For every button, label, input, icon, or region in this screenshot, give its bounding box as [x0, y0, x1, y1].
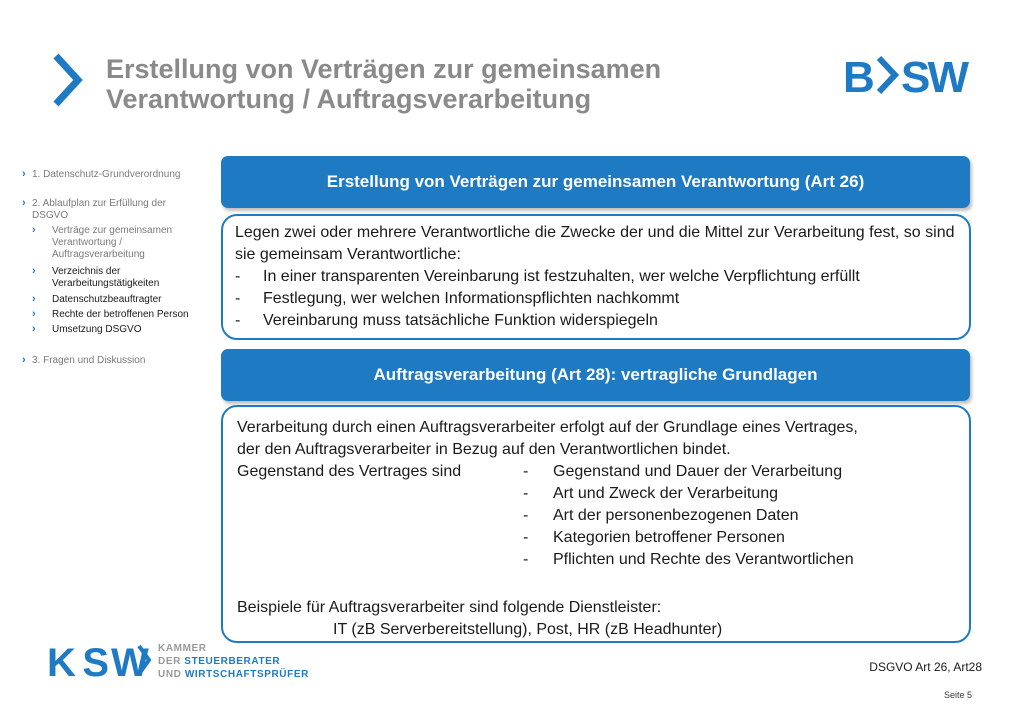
section2-examples: IT (zB Serverbereitstellung), Post, HR (zB Headhunter): [333, 621, 723, 638]
section2-subject-list: [523, 461, 854, 571]
list-item: - Festlegung, wer welchen Informationspflichten nachkommt: [235, 290, 680, 307]
sidebar-item-datenschutz[interactable]: › 1. Datenschutz-Grundverordnung: [22, 168, 181, 180]
section2-heading: Auftragsverarbeitung (Art 28): vertragliche Grundlagen: [221, 349, 970, 401]
section2-line3-label: Gegenstand des Vertrages sind: [237, 463, 462, 480]
chevron-right-icon: ›: [32, 293, 36, 305]
section2-examples-intro: Beispiele für Auftragsverarbeiter sind folgende Dienstleister:: [237, 599, 662, 616]
list-item: - In einer transparenten Vereinbarung ist festzuhalten, wer welche Verpflichtung erfüllt: [235, 268, 860, 285]
page-title: Erstellung von Verträgen zur gemeinsamen Verantwortung / Auftragsverarbeitung: [106, 54, 662, 114]
sidebar-item-rechte[interactable]: › Rechte der betroffenen Person: [32, 308, 189, 320]
list-item: - Gegenstand und Dauer der Verarbeitung: [523, 463, 843, 480]
svg-text:KS: KS: [47, 641, 109, 680]
bsw-logo: [843, 52, 971, 98]
section1-heading: Erstellung von Verträgen zur gemeinsamen Verantwortung (Art 26): [221, 156, 970, 208]
section2-content: [221, 405, 971, 643]
list-item: - Art und Zweck der Verarbeitung: [523, 485, 779, 502]
reference-note: DSGVO Art 26, Art28: [869, 660, 982, 674]
ksw-wordmark: KAMMER DER STEUERBERATER UND WIRTSCHAFTSPRÜFER: [158, 643, 309, 680]
chevron-right-icon: ›: [22, 168, 26, 180]
svg-text:W: W: [111, 641, 149, 680]
chevron-right-icon: ›: [22, 354, 26, 366]
list-item: - Vereinbarung muss tatsächliche Funktion widerspiegeln: [235, 312, 658, 329]
list-item: - Kategorien betroffener Personen: [523, 529, 785, 546]
page-number: Seite 5: [943, 690, 972, 700]
sidebar-item-umsetzung[interactable]: › Umsetzung DSGVO: [32, 323, 142, 335]
sidebar-item-vertraege[interactable]: › Verträge zur gemeinsamen Verantwortung / Auftragsverarbeitung: [32, 224, 173, 260]
chevron-right-icon: ›: [32, 308, 36, 320]
title-chevron-icon: [48, 52, 88, 108]
list-item: - Art der personenbezogenen Daten: [523, 507, 799, 524]
chevron-right-icon: ›: [32, 323, 36, 335]
list-item: - Pflichten und Rechte des Verantwortlichen: [523, 551, 854, 568]
chevron-right-icon: ›: [32, 265, 36, 277]
section2-line1: Verarbeitung durch einen Auftragsverarbeiter erfolgt auf der Grundlage eines Vertrages,: [237, 419, 858, 436]
svg-text:B: B: [843, 53, 875, 98]
sidebar-item-verzeichnis[interactable]: › Verzeichnis der Verarbeitungstätigkeiten: [32, 265, 160, 289]
sidebar-item-ablaufplan[interactable]: › 2. Ablaufplan zur Erfüllung der DSGVO: [22, 197, 166, 221]
sidebar-item-fragen[interactable]: › 3. Fragen und Diskussion: [22, 354, 146, 366]
section1-intro: Legen zwei oder mehrere Verantwortliche die Zwecke der und die Mittel zur Verarbeitung fest, so sind sie gemeinsam Verantwortliche:: [235, 224, 955, 263]
section1-content: [221, 214, 971, 340]
sidebar-item-datenschutzbeauftragter[interactable]: › Datenschutzbeauftragter: [32, 293, 162, 305]
ksw-logo: [47, 640, 151, 680]
svg-text:SW: SW: [901, 53, 969, 98]
chevron-right-icon: ›: [32, 224, 36, 236]
chevron-right-icon: ›: [22, 197, 26, 209]
section2-line2: der den Auftragsverarbeiter in Bezug auf den Verantwortlichen bindet.: [237, 441, 731, 458]
